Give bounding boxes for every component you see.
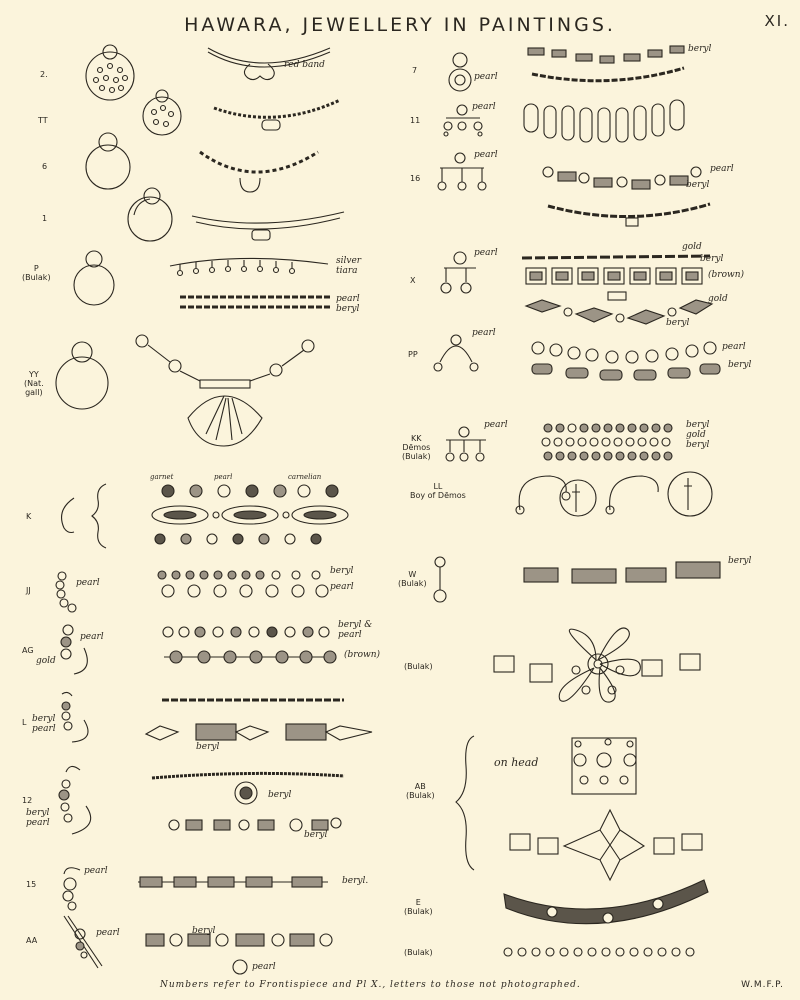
note-kk-beryl-gold-beryl: beryl gold beryl: [686, 420, 710, 450]
necklace-yy: [136, 335, 314, 446]
note-ag-beryl-pearl: beryl & pearl: [338, 620, 373, 640]
note-jj-pearl2: pearl: [330, 582, 354, 592]
beads-pp: [532, 342, 720, 380]
plate-title: HAWARA, JEWELLERY IN PAINTINGS.: [184, 14, 616, 36]
note-aa-pearl2: pearl: [252, 962, 276, 972]
earring-15: [63, 868, 80, 910]
beads-k: [152, 485, 348, 544]
necklace-1: [192, 212, 344, 240]
note-pearl-beryl-p: pearl beryl: [336, 294, 360, 314]
earring-1: [128, 188, 172, 241]
label-w: W (Bulak): [398, 570, 427, 588]
earring-12: [59, 766, 91, 834]
label-16: 16: [410, 174, 421, 183]
beads-11: [524, 100, 684, 142]
plate-number: XI.: [764, 12, 790, 30]
earring-jj: [56, 572, 76, 612]
pendant-7: [449, 53, 471, 91]
beads-16: [543, 167, 710, 226]
note-7-beryl: beryl: [688, 44, 712, 54]
label-15: 15: [26, 880, 37, 889]
band-e: [504, 880, 708, 924]
label-tt: TT: [38, 116, 48, 125]
label-bulak-bottom: (Bulak): [404, 948, 433, 957]
beads-bulak-bottom: [504, 948, 694, 956]
note-kk-pearl: pearl: [484, 420, 508, 430]
note-ag-brown: (brown): [344, 650, 381, 660]
label-12: 12: [22, 796, 33, 805]
beads-kk: [542, 424, 672, 460]
beads-x: [522, 256, 712, 324]
note-7-pearl: pearl: [474, 72, 498, 82]
pendant-x: [441, 252, 476, 293]
note-11-pearl: pearl: [472, 102, 496, 112]
label-ab: AB (Bulak): [406, 782, 435, 800]
note-12-beryl: beryl: [268, 790, 292, 800]
head-ornament-ab: [456, 736, 702, 880]
note-16-pearl2: pearl: [710, 164, 734, 174]
label-bulak-ornament: (Bulak): [404, 662, 433, 671]
label-1: 1: [42, 214, 48, 223]
beads-w: [524, 562, 720, 583]
earring-l: [62, 692, 88, 742]
signature: W.M.F.P.: [741, 980, 784, 990]
label-jj: JJ: [26, 586, 31, 595]
label-ll: LL Boy of Dēmos: [410, 482, 466, 500]
note-jj-beryl: beryl: [330, 566, 354, 576]
bracelets-ll: [516, 472, 712, 516]
label-pp: PP: [408, 350, 418, 359]
note-ab-on-head: on head: [494, 756, 539, 769]
note-x-gold: gold: [682, 242, 702, 252]
note-aa-pearl: pearl: [96, 928, 120, 938]
note-x-beryl: beryl: [700, 254, 724, 264]
necklace-tt: [214, 100, 340, 130]
label-2: 2.: [40, 70, 48, 79]
label-11: 11: [410, 116, 421, 125]
label-ag: AG: [22, 646, 34, 655]
note-16-beryl: beryl: [686, 180, 710, 190]
note-12-beryl2: beryl: [304, 830, 328, 840]
note-x-brown: (brown): [708, 270, 745, 280]
note-x-beryl2: beryl: [666, 318, 690, 328]
earring-k: [62, 484, 106, 548]
tiara-p: [170, 258, 328, 275]
earring-2: [86, 45, 134, 100]
label-p: P (Bulak): [22, 264, 51, 282]
label-k: K: [26, 512, 32, 521]
pendant-w: [434, 557, 446, 602]
note-jj-pearl: pearl: [76, 578, 100, 588]
note-red-band: red band: [284, 60, 325, 70]
beads-l: [146, 700, 372, 740]
earring-6: [86, 133, 130, 189]
note-15-beryl: beryl.: [342, 876, 369, 886]
note-pp-beryl: beryl: [728, 360, 752, 370]
label-6: 6: [42, 162, 48, 171]
label-yy: YY (Nat. gall): [24, 370, 44, 397]
beads-p: [180, 297, 332, 307]
note-15-pearl: pearl: [84, 866, 108, 876]
beads-15: [138, 877, 328, 887]
label-e: E (Bulak): [404, 898, 433, 916]
earring-aa: [64, 916, 102, 968]
note-aa-beryl: beryl: [192, 926, 216, 936]
pendant-kk: [446, 427, 486, 461]
note-x-gold2: gold: [708, 294, 728, 304]
note-pp-pearl2: pearl: [722, 342, 746, 352]
note-16-pearl: pearl: [474, 150, 498, 160]
ornament-bulak: [494, 628, 700, 702]
note-ag-pearl: pearl: [80, 632, 104, 642]
label-l: L: [22, 718, 27, 727]
note-carnelian: carnelian: [288, 473, 322, 481]
footer-note: Numbers refer to Frontispiece and Pl X., letters to those not photographed.: [160, 980, 581, 990]
note-garnet: garnet: [150, 473, 174, 481]
beads-ag: [163, 627, 336, 663]
earring-yy: [56, 342, 108, 409]
note-ag-gold: gold: [36, 656, 56, 666]
note-12-beryl-pearl: beryl pearl: [26, 808, 50, 828]
label-7: 7: [412, 66, 418, 75]
earring-p: [74, 251, 114, 305]
label-kk: KK Dēmos (Bulak): [402, 434, 431, 461]
beads-12: [152, 773, 344, 831]
note-pp-pearl: pearl: [472, 328, 496, 338]
beads-aa: [146, 934, 332, 974]
earring-tt: [143, 90, 181, 135]
label-aa: AA: [26, 936, 38, 945]
beads-7: [528, 46, 684, 81]
note-w-beryl: beryl: [728, 556, 752, 566]
note-l-beryl: beryl: [196, 742, 220, 752]
note-l-beryl-pearl: beryl pearl: [32, 714, 56, 734]
beads-jj: [158, 571, 328, 597]
note-pearl-k: pearl: [214, 473, 233, 481]
necklace-6: [200, 152, 318, 192]
note-x-pearl: pearl: [474, 248, 498, 258]
pendant-pp: [434, 335, 478, 371]
label-x: X: [410, 276, 416, 285]
note-silver-tiara: silver tiara: [336, 256, 362, 276]
